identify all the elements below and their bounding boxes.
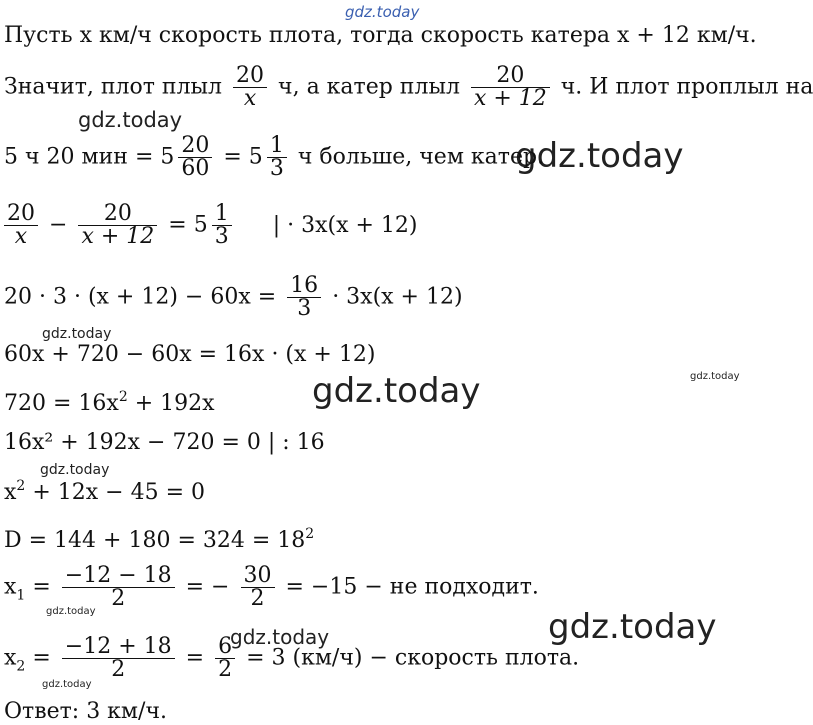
numerator: 6 <box>215 636 235 659</box>
watermark-top: gdz.today <box>345 3 420 21</box>
denominator: 3 <box>214 224 229 249</box>
fraction <box>471 65 550 110</box>
text: − <box>49 212 68 238</box>
fraction <box>78 203 157 248</box>
answer: Ответ: 3 км/ч. <box>4 699 167 724</box>
text: ч. И плот проплыл на <box>560 74 813 100</box>
fraction <box>287 275 321 320</box>
numerator: −12 − 18 <box>62 565 175 588</box>
text: = 5 <box>168 212 208 238</box>
text: = <box>185 645 205 671</box>
numerator: 1 <box>212 203 232 226</box>
numerator: 20 <box>78 203 157 226</box>
text-line-1: Пусть x км/ч скорость плота, тогда скорость катера x + 12 км/ч. <box>4 23 757 48</box>
text-line-6: 60x + 720 − 60x = 16x · (x + 12) <box>4 342 376 367</box>
denominator: x <box>14 224 28 249</box>
text-line-7 <box>4 390 215 415</box>
text-line-10 <box>4 527 314 552</box>
subscript: 2 <box>16 658 26 675</box>
numerator: 20 <box>4 203 38 226</box>
exponent: 2 <box>16 478 26 494</box>
text: = 3 (км/ч) − скорость плота. <box>246 645 580 671</box>
watermark: gdz.today <box>312 371 481 411</box>
text: D = 144 + 180 = 324 = 18 <box>4 528 306 553</box>
fraction <box>4 203 38 248</box>
denominator: 3 <box>297 296 312 321</box>
fraction <box>178 135 212 180</box>
numerator: 16 <box>287 275 321 298</box>
variable: x <box>4 574 17 600</box>
fraction <box>233 65 267 110</box>
watermark: gdz.today <box>42 679 92 690</box>
numerator: 30 <box>241 565 275 588</box>
fraction <box>212 203 232 248</box>
watermark: gdz.today <box>46 606 96 617</box>
watermark: gdz.today <box>230 625 330 649</box>
exponent: 2 <box>118 389 128 405</box>
numerator: 1 <box>267 135 287 158</box>
text-line-11 <box>4 565 539 610</box>
text: 20 · 3 · (x + 12) − 60x = <box>4 284 277 310</box>
text: = 5 <box>223 144 263 170</box>
denominator: x + 12 <box>473 86 547 111</box>
denominator: 2 <box>250 586 265 611</box>
subscript: 1 <box>16 587 26 604</box>
watermark: gdz.today <box>515 136 684 176</box>
exponent: 2 <box>305 526 315 542</box>
text: = − <box>185 574 230 600</box>
fraction <box>62 636 175 681</box>
text: = <box>32 645 51 671</box>
watermark: gdz.today <box>42 326 112 342</box>
text: 5 ч 20 мин = 5 <box>4 144 175 170</box>
variable: x <box>4 645 17 671</box>
text: ч больше, чем катер. <box>297 144 545 170</box>
fraction <box>267 135 287 180</box>
text-line-5 <box>4 275 463 320</box>
watermark: gdz.today <box>78 108 183 132</box>
text: x <box>4 480 17 505</box>
watermark: gdz.today <box>40 462 110 478</box>
numerator: −12 + 18 <box>62 636 175 659</box>
text: Значит, плот плыл <box>4 74 223 100</box>
text-line-3 <box>4 135 544 180</box>
text-line-12 <box>4 636 579 681</box>
numerator: 20 <box>471 65 550 88</box>
numerator: 20 <box>178 135 212 158</box>
text-line-9 <box>4 479 205 504</box>
denominator: 2 <box>111 586 126 611</box>
watermark: gdz.today <box>690 371 740 382</box>
text-line-4 <box>4 203 418 248</box>
text: 720 = 16x <box>4 391 119 416</box>
denominator: x <box>243 86 257 111</box>
text: | · 3x(x + 12) <box>272 212 418 238</box>
denominator: 60 <box>181 156 210 181</box>
fraction <box>241 565 275 610</box>
numerator: 20 <box>233 65 267 88</box>
denominator: 3 <box>269 156 284 181</box>
watermark: gdz.today <box>548 607 717 647</box>
fraction <box>62 565 175 610</box>
text: + 12x − 45 = 0 <box>25 480 205 505</box>
fraction <box>215 636 235 681</box>
denominator: 2 <box>218 657 233 682</box>
denominator: 2 <box>111 657 126 682</box>
text-line-2 <box>4 65 813 110</box>
text: = <box>32 574 51 600</box>
text: · 3x(x + 12) <box>332 284 463 310</box>
text: + 192x <box>127 391 215 416</box>
text: ч, а катер плыл <box>278 74 460 100</box>
text-line-8: 16x² + 192x − 720 = 0 | : 16 <box>4 430 325 455</box>
text: = −15 − не подходит. <box>285 574 539 600</box>
denominator: x + 12 <box>81 224 155 249</box>
